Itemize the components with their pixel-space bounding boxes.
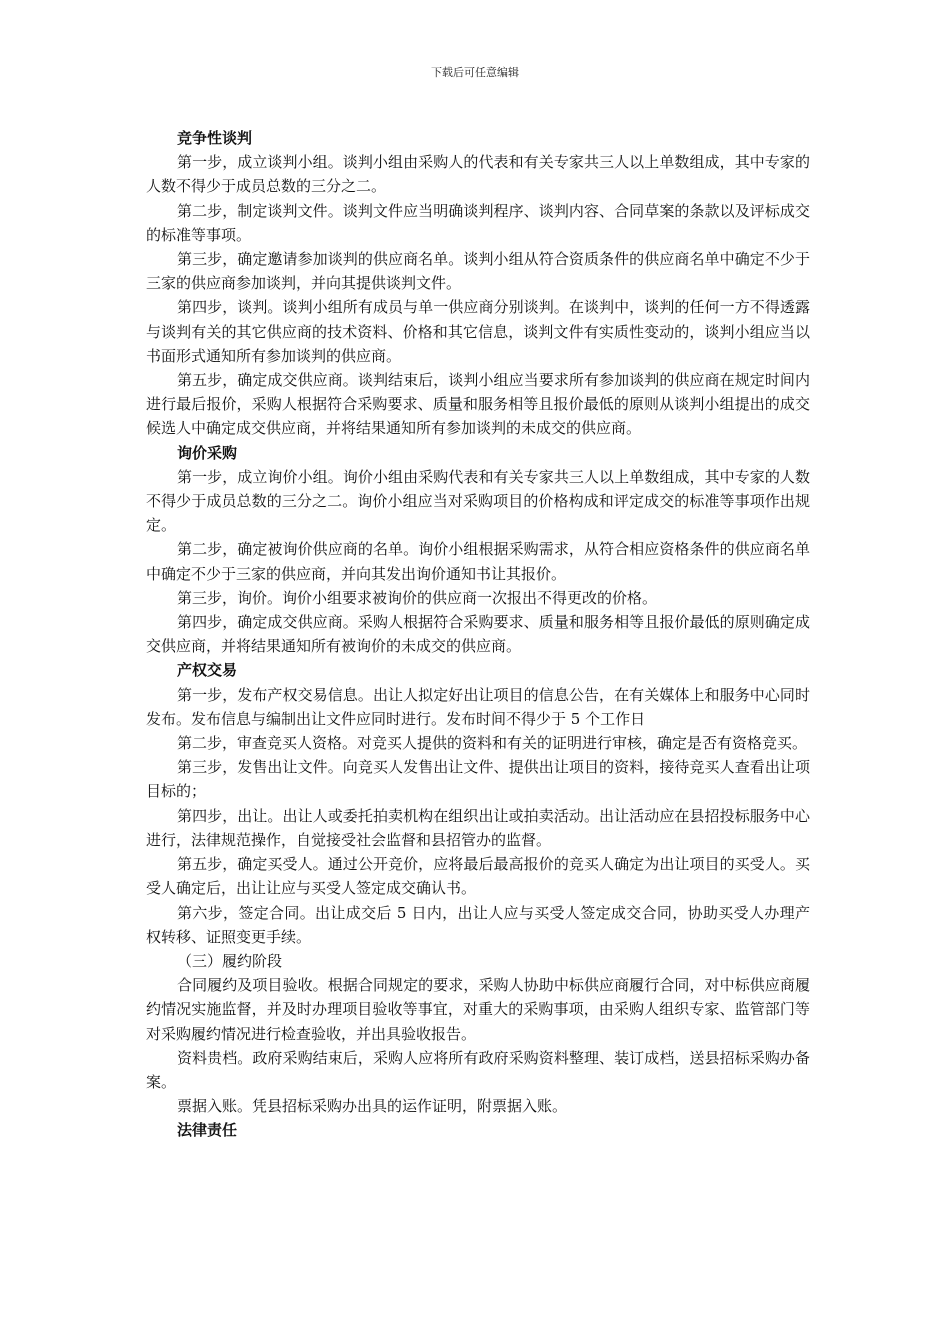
section-title-negotiation: 竞争性谈判 [177,129,253,147]
property-step-5: 第五步，确定买受人。通过公开竞价，应将最后最高报价的竞买人确定为出让项目的买受人。买受人确定后，出让让应与买受人签定成交确认书。 [146,855,810,898]
negotiation-step-5: 第五步，确定成交供应商。谈判结束后，谈判小组应当要求所有参加谈判的供应商在规定时间内进行最后报价，采购人根据符合采购要求、质量和服务相等且报价最低的原则从谈判小组提出的成交候选人中确定成交供应商，并将结果通知所有参加谈判的未成交的供应商。 [146,371,810,438]
section-title-performance: （三）履约阶段 [177,951,283,970]
property-step-6: 第六步，签定合同。出让成交后 5 日内，出让人应与买受人签定成交合同，协助买受人办理产权转移、证照变更手续。 [146,903,810,946]
section-title-liability: 法律责任 [177,1121,238,1140]
document-body [146,126,810,1143]
section-title-property: 产权交易 [177,661,238,680]
inquiry-step-1: 第一步，成立询价小组。询价小组由采购代表和有关专家共三人以上单数组成，其中专家的人数不得少于成员总数的三分之二。询价小组应当对采购项目的价格构成和评定成交的标准等事项作出规定。 [146,467,810,535]
inquiry-step-3: 第三步，询价。询价小组要求被询价的供应商一次报出不得更改的价格。 [177,588,658,607]
negotiation-step-1: 第一步，成立谈判小组。谈判小组由采购人的代表和有关专家共三人以上单数组成，其中专家的人数不得少于成员总数的三分之二。 [146,153,810,196]
property-step-3: 第三步，发售出让文件。向竞买人发售出让文件、提供出让项目的资料，接待竞买人查看出让项目标的； [146,758,810,801]
negotiation-step-2: 第二步，制定谈判文件。谈判文件应当明确谈判程序、谈判内容、合同草案的条款以及评标成交的标准等事项。 [146,201,810,244]
property-step-1: 第一步，发布产权交易信息。出让人拟定好出让项目的信息公告，在有关媒体上和服务中心同时发布。发布信息与编制出让文件应同时进行。发布时间不得少于 5 个工作日 [146,685,810,728]
negotiation-step-3: 第三步，确定邀请参加谈判的供应商名单。谈判小组从符合资质条件的供应商名单中确定不少于三家的供应商参加谈判，并向其提供谈判文件。 [146,250,810,293]
performance-paragraph-2: 资料贵档。政府采购结束后，采购人应将所有政府采购资料整理、装订成档，送县招标采购办备案。 [146,1048,810,1091]
property-step-4: 第四步，出让。出让人或委托拍卖机构在组织出让或拍卖活动。出让活动应在县招投标服务中心进行，法律规范操作，自觉接受社会监督和县招管办的监督。 [146,806,810,849]
page-header-note: 下载后可任意编辑 [431,66,519,79]
inquiry-step-2: 第二步，确定被询价供应商的名单。询价小组根据采购需求，从符合相应资格条件的供应商名单中确定不少于三家的供应商，并向其发出询价通知书让其报价。 [146,540,810,583]
property-step-2: 第二步，审查竞买人资格。对竞买人提供的资料和有关的证明进行审核，确定是否有资格竞买。 [177,734,808,753]
performance-paragraph-3: 票据入账。凭县招标采购办出具的运作证明，附票据入账。 [177,1097,568,1116]
negotiation-step-4: 第四步，谈判。谈判小组所有成员与单一供应商分别谈判。在谈判中，谈判的任何一方不得透露与谈判有关的其它供应商的技术资料、价格和其它信息，谈判文件有实质性变动的，谈判小组应当以书面形式通知所有参加谈判的供应商。 [146,298,810,365]
performance-paragraph-1: 合同履约及项目验收。根据合同规定的要求，采购人协助中标供应商履行合同，对中标供应商履约情况实施监督，并及时办理项目验收等事宜，对重大的采购事项，由采购人组织专家、监管部门等对采购履约情况进行检查验收，并出具验收报告。 [146,976,810,1043]
section-title-inquiry: 询价采购 [177,443,238,462]
inquiry-step-4: 第四步，确定成交供应商。采购人根据符合采购要求、质量和服务相等且报价最低的原则确定成交供应商，并将结果通知所有被询价的未成交的供应商。 [146,613,810,656]
